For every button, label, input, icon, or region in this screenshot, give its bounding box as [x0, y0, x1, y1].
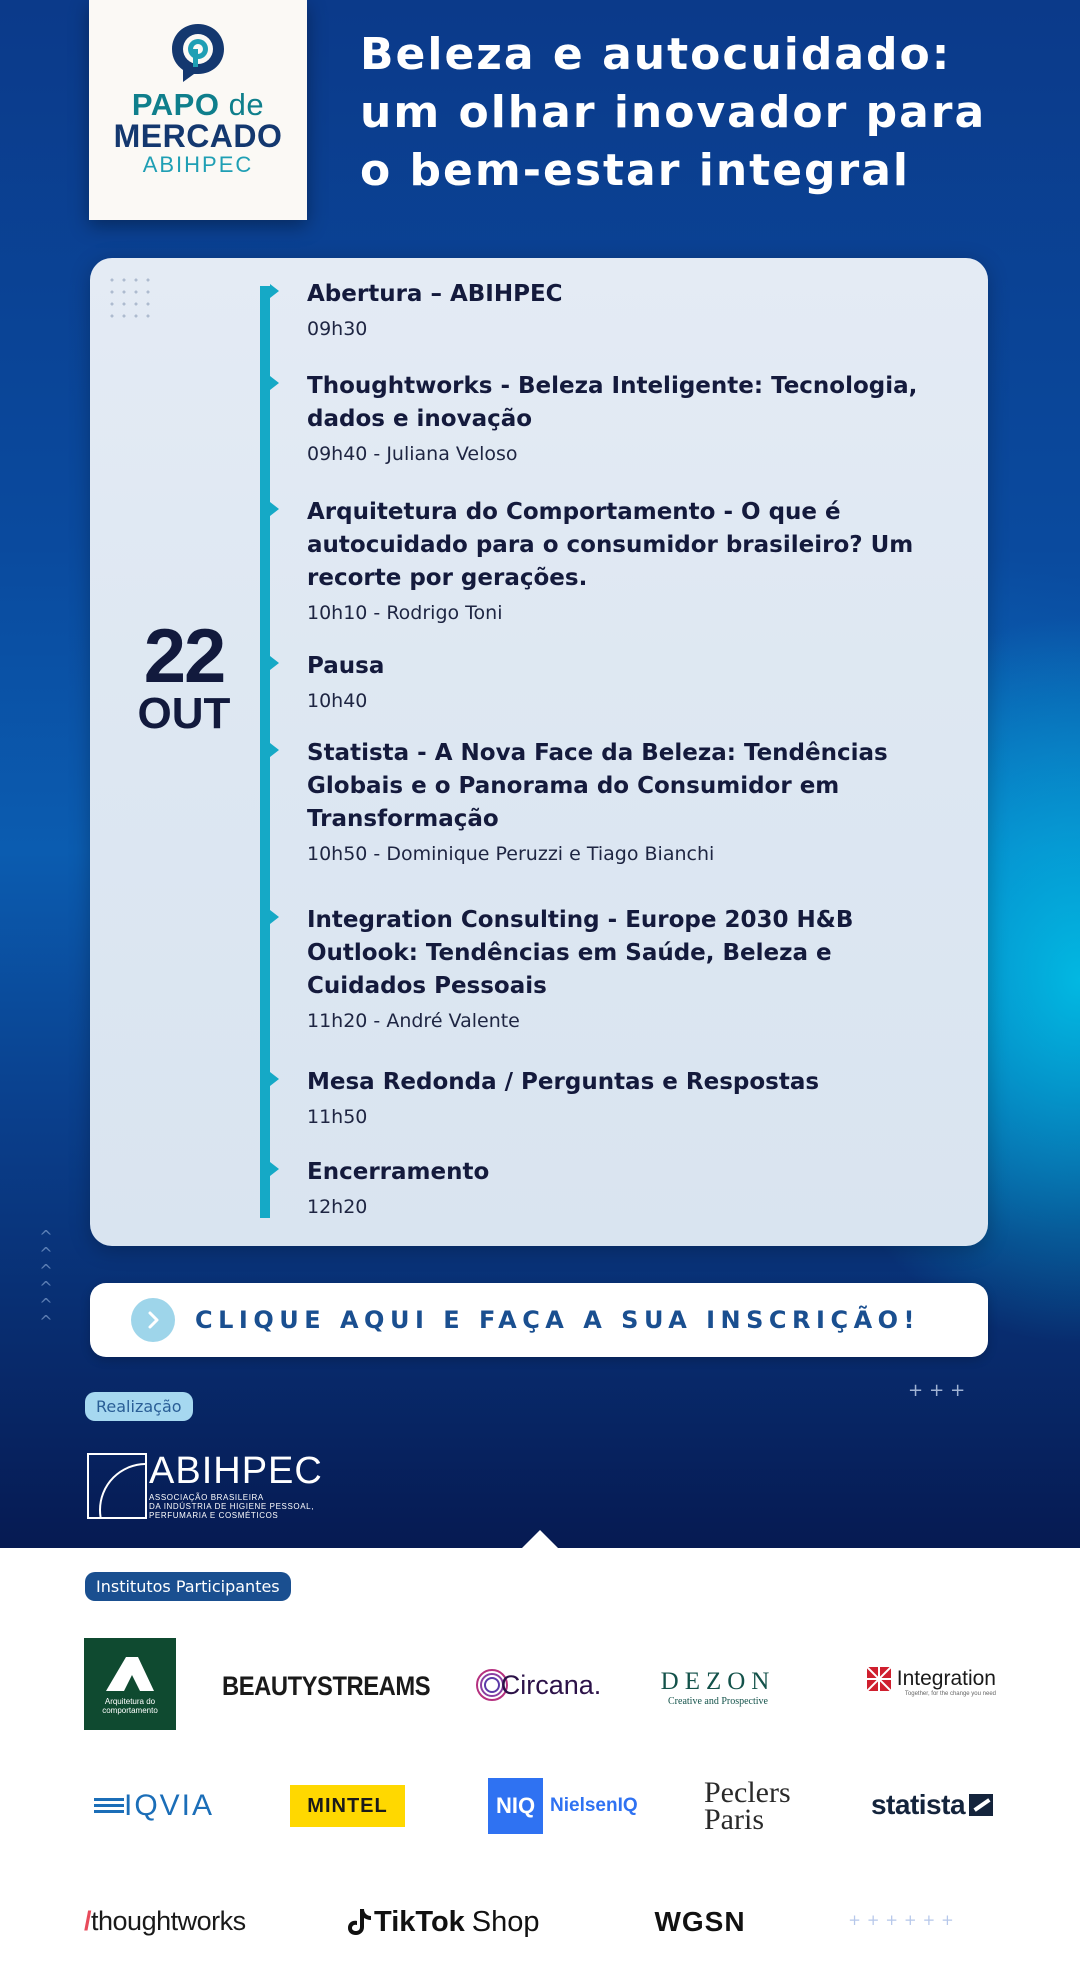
- plus-decoration-icon: ++++++: [848, 1911, 960, 1929]
- timeline-marker-icon: [270, 910, 279, 924]
- iqvia-mark-icon: [94, 1796, 124, 1816]
- thoughtworks-slash: /: [84, 1905, 92, 1936]
- agenda-item-title: Mesa Redonda / Perguntas e Respostas: [307, 1069, 820, 1095]
- agenda-item-time: 09h40 - Juliana Veloso: [307, 443, 518, 465]
- wgsn-logo: [648, 1902, 752, 1942]
- integration-logo: [846, 1662, 996, 1702]
- circana-logo-text: Circana.: [500, 1669, 602, 1700]
- logo-word-de: de: [228, 87, 265, 122]
- arquitetura-logo-text: comportamento: [102, 1706, 158, 1715]
- chevron-up-decoration-icon: ^ ^ ^ ^ ^ ^: [39, 1227, 53, 1331]
- dezon-logo-subtitle: Creative and Prospective: [668, 1695, 768, 1707]
- chat-bubble-p-icon: [170, 22, 226, 84]
- agenda-item-title: Statista - A Nova Face da Beleza: Tendências Globais e o Panorama do Consumidor em Transformação: [307, 740, 888, 832]
- peclers-logo-text: Peclers: [704, 1776, 791, 1809]
- mintel-logo-text: MINTEL: [307, 1794, 388, 1817]
- abihpec-logo-name: ABIHPEC: [149, 1450, 323, 1492]
- agenda-item: [307, 370, 947, 467]
- wgsn-logo-text: WGSN: [654, 1906, 746, 1937]
- integration-logo-subtitle: Together, for the change you need: [904, 1691, 996, 1697]
- timeline-marker-icon: [270, 502, 279, 516]
- agenda-item-time: 09h30: [307, 318, 368, 340]
- nielseniq-logo-text: NielsenIQ: [550, 1795, 638, 1816]
- iqvia-logo-text: IQVIA: [123, 1789, 215, 1822]
- agenda-item-time: 12h20: [307, 1196, 368, 1218]
- agenda-item-time: 11h20 - André Valente: [307, 1010, 520, 1032]
- agenda-item-time: 10h10 - Rodrigo Toni: [307, 602, 503, 624]
- agenda-item: [307, 650, 947, 714]
- logo-word-mercado: MERCADO: [113, 118, 283, 154]
- agenda-item-title: Pausa: [307, 653, 385, 679]
- realizacao-badge: Realização: [85, 1392, 193, 1421]
- logo-word-papo: PAPO: [131, 87, 220, 122]
- arquitetura-mark-icon: [102, 1653, 158, 1693]
- agenda-item: [307, 278, 947, 342]
- statista-logo: [868, 1786, 996, 1824]
- timeline-bar: [260, 286, 270, 1218]
- circana-logo: [468, 1662, 608, 1708]
- dezon-logo-text: DEZON: [660, 1667, 776, 1695]
- peclers-paris-logo: [704, 1778, 824, 1834]
- agenda-item-time: 10h50 - Dominique Peruzzi e Tiago Bianchi: [307, 843, 715, 865]
- tiktok-shop-logo: [346, 1900, 556, 1944]
- tiktok-note-icon: [346, 1907, 372, 1937]
- institutos-badge: Institutos Participantes: [85, 1572, 291, 1601]
- chevron-right-icon: [131, 1298, 175, 1342]
- abihpec-logo-mark-icon: [87, 1453, 147, 1519]
- agenda-item-time: 10h40: [307, 690, 368, 712]
- timeline-marker-icon: [270, 656, 279, 670]
- statista-logo-text: statista: [870, 1789, 966, 1820]
- timeline-marker-icon: [270, 284, 279, 298]
- agenda-item-title: Thoughtworks - Beleza Inteligente: Tecnologia, dados e inovação: [307, 373, 918, 432]
- thoughtworks-logo: [84, 1902, 284, 1940]
- timeline-marker-icon: [270, 1072, 279, 1086]
- agenda-item: [307, 1156, 947, 1220]
- iqvia-logo: [84, 1786, 224, 1826]
- tiktok-shop-text: Shop: [471, 1905, 540, 1938]
- statista-mark-icon: [969, 1794, 993, 1816]
- agenda-item-title: Encerramento: [307, 1159, 490, 1185]
- agenda-item-time: 11h50: [307, 1106, 368, 1128]
- abihpec-logo: [87, 1452, 323, 1520]
- agenda-item-title: Arquitetura do Comportamento - O que é autocuidado para o consumidor brasileiro? Um recorte por gerações.: [307, 499, 914, 591]
- tiktok-logo-text: TikTok: [374, 1905, 465, 1938]
- arquitetura-logo-text: Arquitetura do: [104, 1697, 156, 1706]
- beautystreams-logo: [222, 1668, 431, 1704]
- abihpec-logo-subtitle: [149, 1493, 323, 1520]
- agenda-item-title: Abertura – ABIHPEC: [307, 281, 563, 307]
- agenda-item-title: Integration Consulting - Europe 2030 H&B Outlook: Tendências em Saúde, Beleza e Cuidados Pessoais: [307, 907, 854, 999]
- logo-word-abihpec: ABIHPEC: [142, 152, 254, 177]
- arquitetura-do-comportamento-logo: [84, 1638, 176, 1730]
- timeline-marker-icon: [270, 376, 279, 390]
- abihpec-sub-line: DA INDÚSTRIA DE HIGIENE PESSOAL,: [149, 1502, 315, 1511]
- agenda-item: [307, 496, 947, 626]
- abihpec-sub-line: PERFUMARIA E COSMÉTICOS: [149, 1511, 279, 1520]
- section-notch: [521, 1530, 559, 1548]
- agenda-item: [307, 904, 947, 1034]
- title-line-1: Beleza e autocuidado:: [360, 29, 952, 80]
- date-day: 22: [143, 614, 225, 699]
- dot-grid-decoration: [106, 274, 154, 322]
- event-date: [124, 614, 244, 738]
- title-line-3: o bem-estar integral: [360, 145, 911, 196]
- register-button[interactable]: [90, 1283, 988, 1357]
- register-button-label: CLIQUE AQUI E FAÇA A SUA INSCRIÇÃO!: [195, 1306, 920, 1334]
- integration-logo-text: Integration: [896, 1667, 996, 1690]
- agenda-item: [307, 737, 947, 867]
- date-month: OUT: [137, 689, 231, 738]
- thoughtworks-logo-text: thoughtworks: [91, 1905, 246, 1936]
- dezon-logo: [648, 1662, 788, 1712]
- nielseniq-logo: [488, 1778, 648, 1834]
- mintel-logo: [290, 1785, 405, 1827]
- plus-decoration-icon: +++: [908, 1380, 972, 1401]
- timeline-marker-icon: [270, 743, 279, 757]
- abihpec-sub-line: ASSOCIAÇÃO BRASILEIRA: [149, 1493, 264, 1502]
- timeline-marker-icon: [270, 1162, 279, 1176]
- papo-de-mercado-logo: [89, 0, 307, 220]
- agenda-item: [307, 1066, 947, 1130]
- niq-logo-mark: NIQ: [488, 1778, 543, 1834]
- peclers-logo-text: Paris: [704, 1803, 764, 1836]
- integration-mark-icon: [867, 1667, 891, 1691]
- page-title: [360, 26, 1060, 200]
- agenda-card: [90, 258, 988, 1246]
- title-line-2: um olhar inovador para: [360, 87, 987, 138]
- beautystreams-logo-text: BEAUTYSTREAMS: [222, 1670, 431, 1701]
